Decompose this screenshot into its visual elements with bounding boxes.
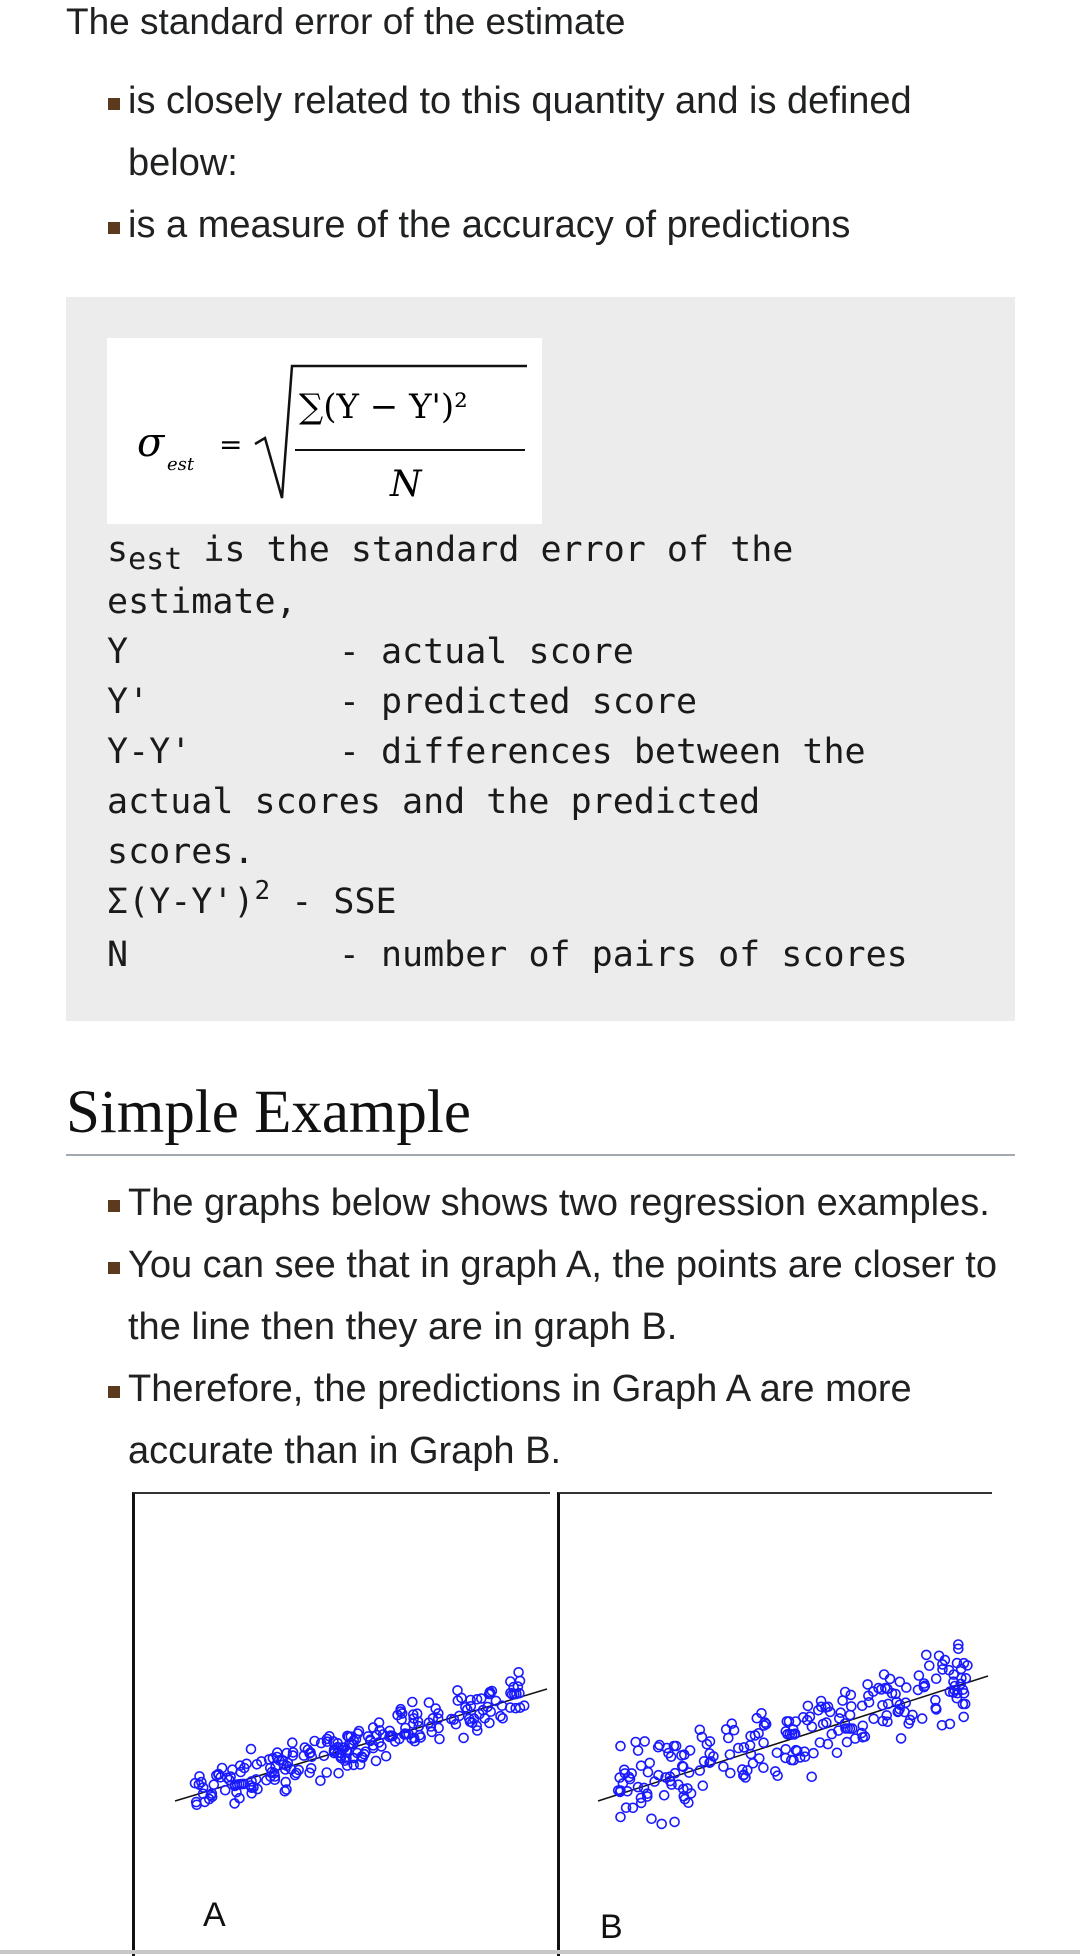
definitions-text [107, 525, 987, 980]
graph-b [557, 1492, 992, 1956]
scatter-point-a [424, 1698, 433, 1707]
sigma-subscript: est [167, 454, 195, 475]
scatter-point-b [803, 1701, 812, 1710]
def-row: Y' - predicted score [107, 682, 698, 722]
scatter-point-b [755, 1754, 764, 1763]
scatter-point-a [322, 1768, 331, 1777]
scatter-point-b [932, 1674, 941, 1683]
scatter-point-a [288, 1738, 297, 1747]
intro-bullet-list [108, 70, 1028, 256]
def-row: Y-Y' - differences between the actual scores and the predicted scores. [107, 732, 866, 872]
sest-subscript: est [128, 542, 183, 577]
scatter-point-b [772, 1748, 781, 1757]
scatter-point-b [647, 1814, 656, 1823]
scatter-point-b [833, 1748, 842, 1757]
scatter-point-b [807, 1722, 816, 1731]
scatter-point-b [807, 1772, 816, 1781]
scatter-point-b [878, 1701, 887, 1710]
scatter-point-a [209, 1780, 218, 1789]
bullet-icon [108, 1386, 120, 1398]
scatter-point-a [197, 1778, 206, 1787]
list-item: is closely related to this quantity and is defined below: [108, 70, 1028, 194]
intro-text: The standard error of the estimate [66, 1, 626, 42]
scatter-point-b [902, 1683, 911, 1692]
scatter-point-b [616, 1813, 625, 1822]
scatter-point-a [496, 1712, 505, 1721]
scatter-point-a [382, 1752, 391, 1761]
scatter-point-b [835, 1714, 844, 1723]
graph-label-b: B [600, 1908, 623, 1946]
formula-box [66, 297, 1015, 1021]
scatter-point-b [809, 1749, 818, 1758]
scatter-point-a [514, 1668, 523, 1677]
scatter-point-b [640, 1737, 649, 1746]
scatter-point-b [631, 1738, 640, 1747]
scatter-point-b [660, 1791, 669, 1800]
scatter-point-a [408, 1698, 417, 1707]
bottom-divider [0, 1950, 1080, 1954]
scatter-point-a [247, 1745, 256, 1754]
graph-a [132, 1492, 550, 1956]
scatter-point-b [644, 1768, 653, 1777]
section-divider [66, 1154, 1015, 1156]
scatter-point-a [334, 1769, 343, 1778]
section-title: Simple Example [66, 1079, 471, 1146]
scatter-point-b [746, 1741, 755, 1750]
scatter-point-b [724, 1734, 733, 1743]
scatter-point-b [847, 1702, 856, 1711]
sest-symbol: s [107, 530, 129, 570]
scatter-point-b [959, 1712, 968, 1721]
numerator: ∑(Y − Y')² [299, 387, 468, 427]
example-bullet-list [108, 1172, 1028, 1482]
scatter-point-b [616, 1742, 625, 1751]
scatter-point-a [372, 1756, 381, 1765]
scatter-point-b [791, 1717, 800, 1726]
list-item: is a measure of the accuracy of predictions [108, 194, 1028, 256]
scatter-point-a [221, 1786, 230, 1795]
formula-svg [107, 338, 542, 524]
bullet-icon [108, 1200, 120, 1212]
scatter-point-b [746, 1750, 755, 1759]
scatter-point-b [846, 1711, 855, 1720]
scatter-point-b [897, 1734, 906, 1743]
scatter-point-b [670, 1817, 679, 1826]
sest-description: is the standard error of the estimate, [107, 530, 794, 622]
formula-image [107, 338, 542, 524]
scatter-point-b [869, 1714, 878, 1723]
scatter-point-a [459, 1733, 468, 1742]
scatter-point-b [698, 1781, 707, 1790]
list-item: The graphs below shows two regression examples. [108, 1172, 1028, 1234]
denominator: N [390, 464, 422, 505]
scatter-point-b [657, 1819, 666, 1828]
scatter-point-b [725, 1750, 734, 1759]
scatter-point-a [316, 1776, 325, 1785]
scatter-point-b [925, 1661, 934, 1670]
scatter-point-a [230, 1799, 239, 1808]
scatter-point-b [759, 1738, 768, 1747]
graph-label-a: A [203, 1896, 226, 1934]
bullet-icon [108, 222, 120, 234]
list-item: You can see that in graph A, the points are closer to the line then they are in graph B. [108, 1234, 1028, 1358]
list-item: Therefore, the predictions in Graph A are more accurate than in Graph B. [108, 1358, 1028, 1482]
bullet-icon [108, 1262, 120, 1274]
scatter-plot-a [135, 1494, 550, 1894]
scatter-point-b [634, 1746, 643, 1755]
scatter-point-b [922, 1650, 931, 1659]
scatter-point-b [695, 1766, 704, 1775]
scatter-point-b [759, 1763, 768, 1772]
sigma-symbol: σ [137, 420, 165, 466]
scatter-point-a [498, 1714, 507, 1723]
scatter-point-a [435, 1735, 444, 1744]
equals-sign: = [219, 428, 243, 461]
scatter-point-b [781, 1745, 790, 1754]
scatter-point-b [628, 1803, 637, 1812]
scatter-point-a [516, 1676, 525, 1685]
scatter-point-b [838, 1696, 847, 1705]
scatter-point-b [863, 1680, 872, 1689]
bullet-icon [108, 98, 120, 110]
scatter-point-b [749, 1759, 758, 1768]
scatter-point-b [918, 1714, 927, 1723]
scatter-point-b [726, 1769, 735, 1778]
scatter-plot-b [560, 1494, 992, 1894]
scatter-point-b [645, 1758, 654, 1767]
def-row: Y - actual score [107, 632, 634, 672]
def-row-n: N - number of pairs of scores [107, 935, 908, 975]
def-row-sse: $\Sigma(Y-Y')^2$ - SSE [107, 876, 397, 922]
